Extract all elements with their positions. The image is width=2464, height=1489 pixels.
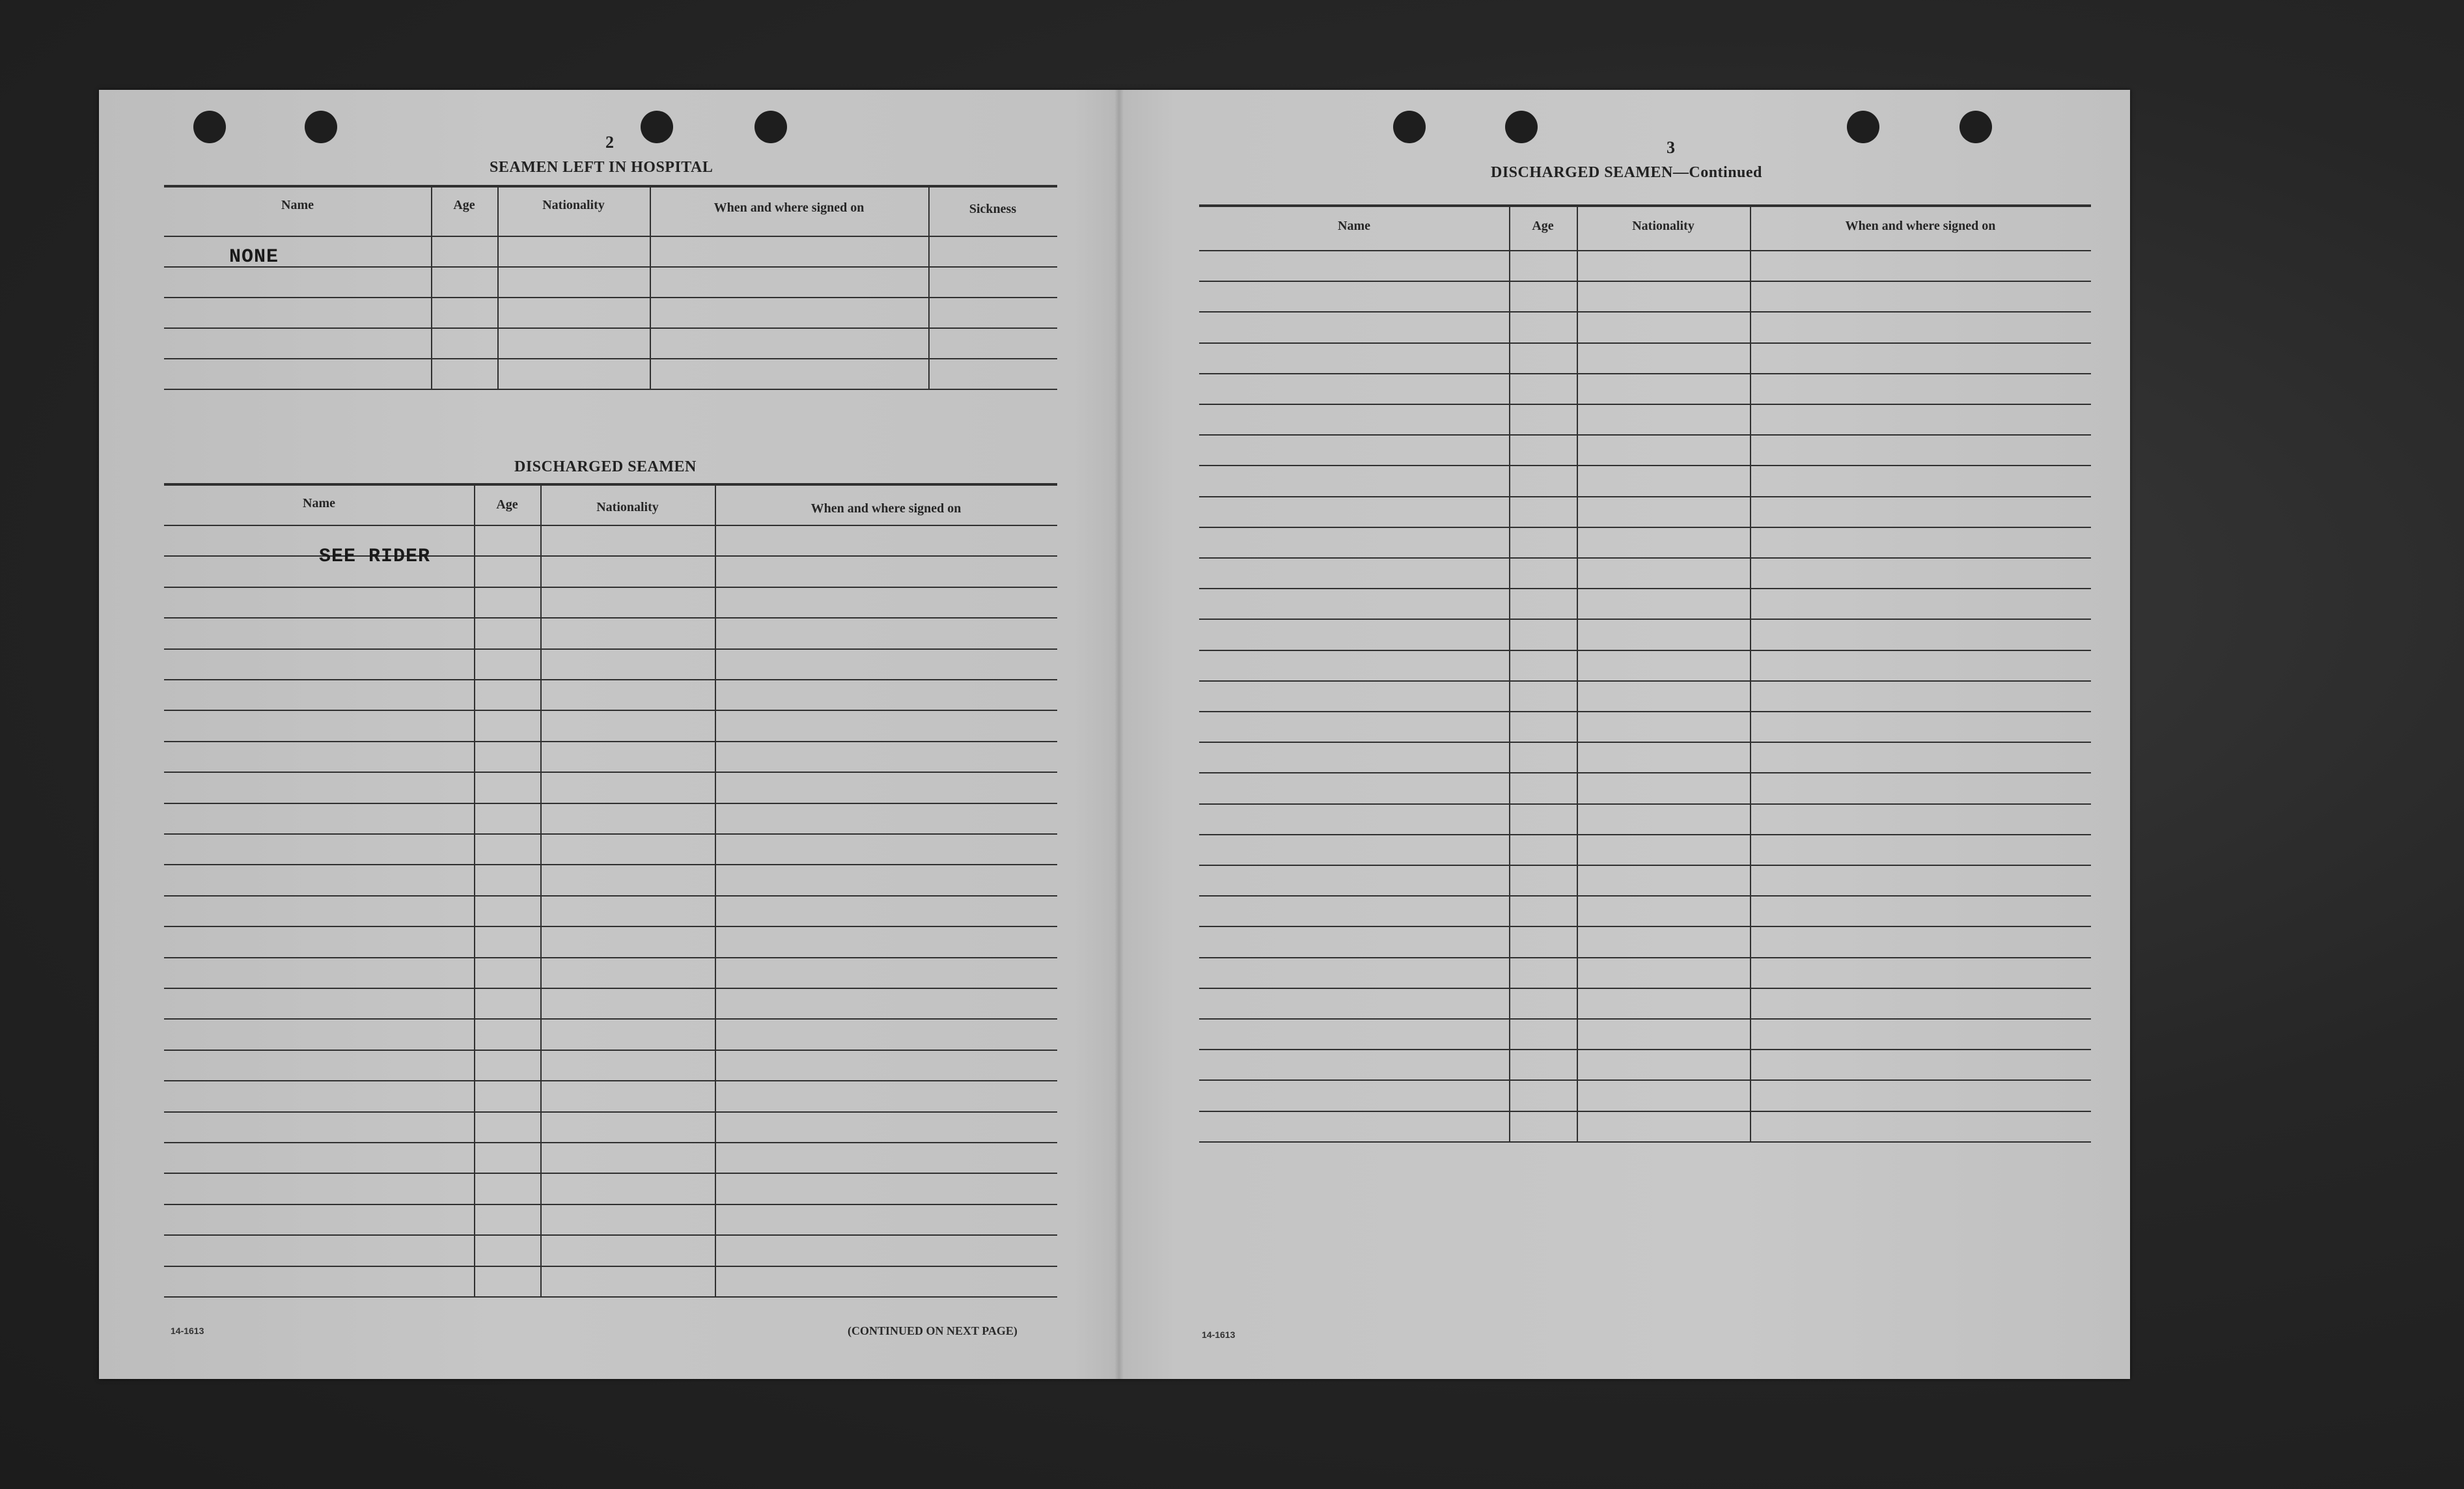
ruled-line [164,236,1057,237]
column-divider [431,185,432,389]
ruled-line [164,833,1057,835]
ruled-line [1199,1141,2091,1143]
ruled-line [164,710,1057,711]
ruled-line [1199,865,2091,866]
ruled-line [164,1204,1057,1205]
ruled-line [164,185,1057,188]
ruled-line [1199,895,2091,897]
ruled-line [1199,281,2091,282]
column-divider [540,483,542,1296]
ruled-line [164,266,1057,268]
column-divider [928,185,930,389]
ruled-line [1199,527,2091,528]
ruled-line [164,1050,1057,1051]
page-number: 2 [605,133,614,152]
ruled-line [164,1142,1057,1143]
ruled-line [164,648,1057,650]
ruled-line [1199,1018,2091,1020]
hospital-entry: NONE [229,246,279,268]
ruled-line [164,1080,1057,1081]
ruled-line [1199,834,2091,835]
column-header-age: Age [496,497,518,512]
column-header-nationality: Nationality [596,500,659,514]
ruled-line [1199,988,2091,989]
column-divider [474,483,475,1296]
column-header-sickness: Sickness [969,202,1017,216]
ruled-line [1199,926,2091,927]
ruled-line [1199,311,2091,313]
column-divider [1577,204,1578,1141]
ruled-line [1199,557,2091,559]
ruled-line [164,587,1057,588]
ruled-line [1199,1111,2091,1112]
ruled-line [164,957,1057,958]
column-header-signed-on: When and where signed on [1845,219,1996,233]
ruled-line [1199,434,2091,436]
left-page [99,90,1114,1379]
discharged-table [164,483,1057,1414]
ruled-line [164,1266,1057,1267]
column-divider [497,185,499,389]
column-header-name: Name [281,198,314,212]
ruled-line [164,1111,1057,1113]
ledger-sheet [99,90,2130,1379]
column-header-signed-on: When and where signed on [713,201,865,215]
column-divider [650,185,651,389]
ruled-line [1199,342,2091,344]
column-divider [1509,204,1510,1141]
ruled-line [164,1173,1057,1174]
ruled-line [164,1296,1057,1298]
ruled-line [1199,465,2091,466]
ruled-line [164,679,1057,680]
ruled-line [164,389,1057,390]
right-page [1121,90,2130,1379]
ruled-line [164,555,1057,557]
ruled-line [164,483,1057,486]
ruled-line [1199,204,2091,207]
column-header-age: Age [1532,219,1554,233]
form-number: 14-1613 [171,1326,204,1336]
ruled-line [164,741,1057,742]
ruled-line [1199,957,2091,958]
column-header-signed-on: When and where signed on [810,501,962,516]
discharged-continued-title: DISCHARGED SEAMEN—Continued [1491,164,1762,181]
column-divider [715,483,716,1296]
column-header-name: Name [1338,219,1370,233]
ruled-line [1199,373,2091,374]
ruled-line [164,988,1057,989]
column-header-name: Name [303,496,335,510]
ruled-line [1199,650,2091,651]
ruled-line [164,803,1057,804]
page-number: 3 [1667,138,1675,157]
ruled-line [164,358,1057,359]
continued-note: (CONTINUED ON NEXT PAGE) [848,1324,1017,1337]
ruled-line [164,895,1057,897]
ruled-line [1199,711,2091,712]
ruled-line [164,525,1057,526]
discharged-section-title: DISCHARGED SEAMEN [514,458,697,475]
ruled-line [164,772,1057,773]
discharged-continued-table [1199,204,2091,1422]
column-divider [1750,204,1751,1141]
ruled-line [164,297,1057,298]
ruled-line [164,1234,1057,1236]
ruled-line [164,1018,1057,1020]
ruled-line [164,864,1057,865]
column-header-nationality: Nationality [542,198,605,212]
ruled-line [1199,404,2091,405]
column-header-age: Age [453,198,475,212]
hospital-section-title: SEAMEN LEFT IN HOSPITAL [490,159,713,176]
discharged-entry: SEE RIDER [319,546,431,568]
ruled-line [1199,803,2091,805]
ruled-line [1199,772,2091,773]
column-header-nationality: Nationality [1632,219,1695,233]
ruled-line [1199,1079,2091,1081]
ruled-line [1199,742,2091,743]
ruled-line [1199,496,2091,497]
ruled-line [164,926,1057,927]
form-number: 14-1613 [1202,1329,1236,1340]
ruled-line [164,327,1057,329]
ruled-line [164,617,1057,619]
ruled-line [1199,588,2091,589]
ruled-line [1199,680,2091,682]
ruled-line [1199,619,2091,620]
ruled-line [1199,250,2091,251]
ruled-line [1199,1049,2091,1050]
